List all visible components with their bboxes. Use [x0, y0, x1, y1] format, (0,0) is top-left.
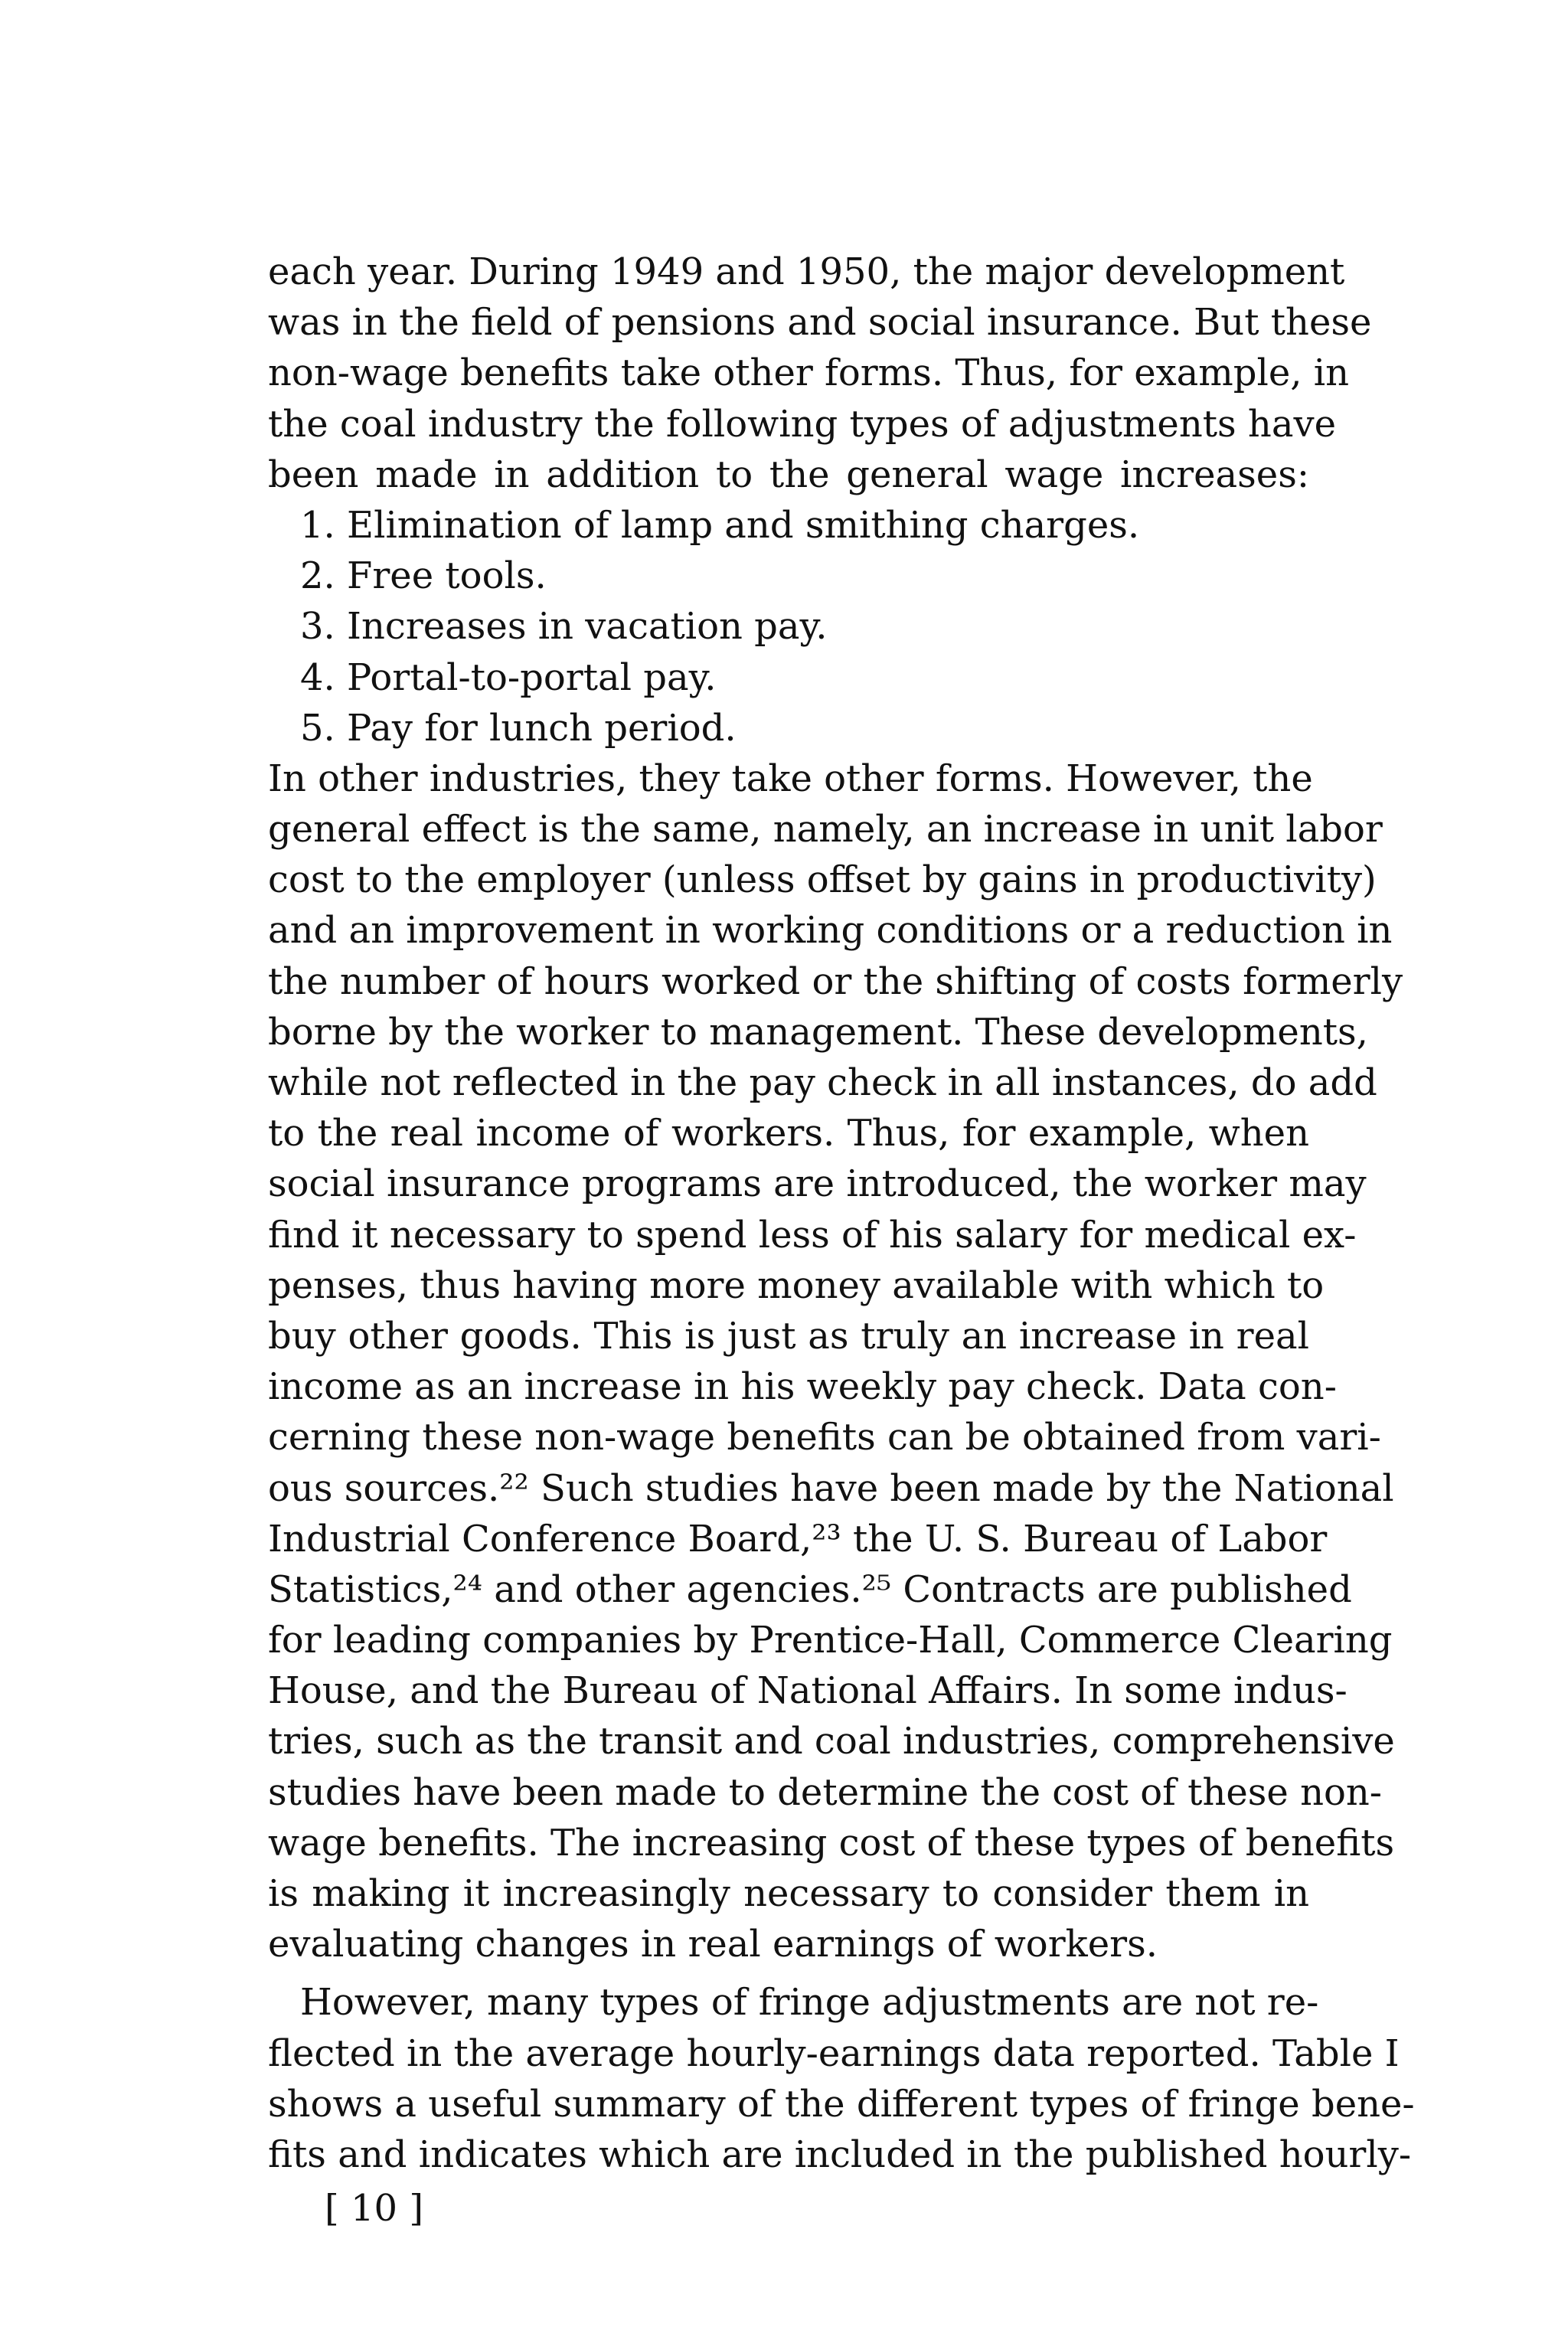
text-line: shows a useful summary of the different types of fringe bene-: [268, 2082, 1415, 2126]
list-item: 2. Free tools.: [300, 554, 547, 598]
text-line: social insurance programs are introduced, the worker may: [268, 1162, 1367, 1206]
text-line: the coal industry the following types of adjustments have: [268, 402, 1336, 446]
text-line: non-wage benefits take other forms. Thus, for example, in: [268, 351, 1350, 395]
text-line: the number of hours worked or the shifting of costs formerly: [268, 959, 1403, 1003]
text-line: borne by the worker to management. These developments,: [268, 1010, 1368, 1054]
text-line: general effect is the same, namely, an increase in unit labor: [268, 808, 1383, 851]
text-line: wage benefits. The increasing cost of these types of benefits: [268, 1821, 1395, 1865]
text-line: is making it increasingly necessary to consider them in: [268, 1872, 1309, 1915]
text-line: penses, thus having more money available with which to: [268, 1263, 1325, 1307]
text-line: flected in the average hourly-earnings data reported. Table I: [268, 2031, 1400, 2075]
list-item: 5. Pay for lunch period.: [300, 706, 737, 750]
paragraph-first-line: However, many types of fringe adjustments are not re-: [300, 1981, 1319, 2025]
text-line: House, and the Bureau of National Affairs. In some indus-: [268, 1669, 1348, 1713]
text-line: studies have been made to determine the cost of these non-: [268, 1770, 1383, 1814]
text-line: In other industries, they take other forms. However, the: [268, 757, 1313, 800]
text-line: each year. During 1949 and 1950, the major development: [268, 250, 1345, 293]
list-item: 4. Portal-to-portal pay.: [300, 655, 717, 699]
text-line: and an improvement in working conditions or a reduction in: [268, 909, 1393, 953]
text-line: income as an increase in his weekly pay check. Data con-: [268, 1365, 1337, 1409]
text-line: fits and indicates which are included in the published hourly-: [268, 2133, 1412, 2176]
text-line: Industrial Conference Board,²³ the U. S. Bureau of Labor: [268, 1517, 1328, 1561]
text-line: Statistics,²⁴ and other agencies.²⁵ Contracts are published: [268, 1567, 1352, 1611]
text-line: while not reflected in the pay check in all instances, do add: [268, 1061, 1377, 1104]
text-line: for leading companies by Prentice-Hall, Commerce Clearing: [268, 1619, 1393, 1662]
text-line: evaluating changes in real earnings of workers.: [268, 1923, 1158, 1966]
text-line: cost to the employer (unless offset by gains in productivity): [268, 858, 1377, 902]
text-line: ous sources.²² Such studies have been made by the National: [268, 1466, 1394, 1510]
text-line: find it necessary to spend less of his salary for medical ex-: [268, 1213, 1357, 1257]
text-line: to the real income of workers. Thus, for example, when: [268, 1112, 1309, 1155]
text-line: been made in addition to the general wage increases:: [268, 453, 1309, 496]
text-line: buy other goods. This is just as truly an increase in real: [268, 1314, 1309, 1358]
page-number: [ 10 ]: [325, 2187, 424, 2230]
body-text: [268, 247, 1415, 2180]
text-line: cerning these non-wage benefits can be obtained from vari-: [268, 1416, 1381, 1459]
text-line: was in the field of pensions and social insurance. But these: [268, 301, 1372, 345]
list-item: 1. Elimination of lamp and smithing charges.: [300, 503, 1140, 547]
list-item: 3. Increases in vacation pay.: [300, 605, 828, 649]
text-line: tries, such as the transit and coal industries, comprehensive: [268, 1720, 1395, 1763]
